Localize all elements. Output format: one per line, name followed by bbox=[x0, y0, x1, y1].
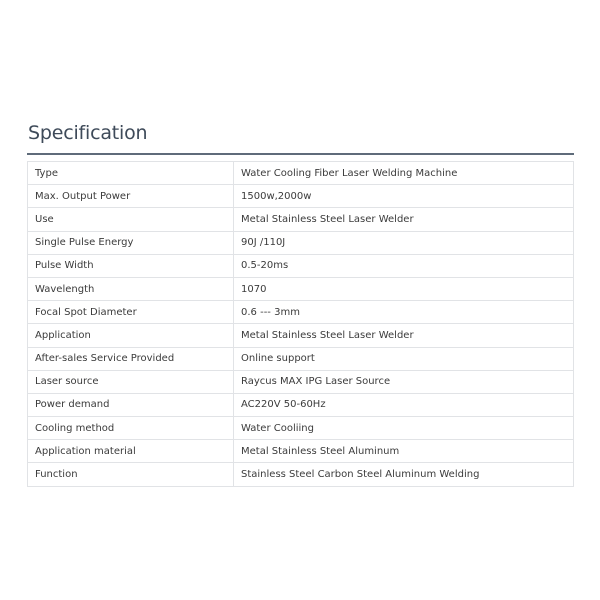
spec-value: Raycus MAX IPG Laser Source bbox=[234, 370, 574, 393]
specification-table bbox=[27, 161, 574, 487]
table-row bbox=[28, 208, 574, 231]
section-title: Specification bbox=[28, 122, 148, 144]
spec-value: Metal Stainless Steel Aluminum bbox=[234, 440, 574, 463]
spec-label: Max. Output Power bbox=[28, 185, 234, 208]
table-row bbox=[28, 393, 574, 416]
spec-label: Pulse Width bbox=[28, 254, 234, 277]
table-row bbox=[28, 254, 574, 277]
table-row bbox=[28, 440, 574, 463]
spec-value: Metal Stainless Steel Laser Welder bbox=[234, 324, 574, 347]
spec-value: Water Cooliing bbox=[234, 417, 574, 440]
table-row bbox=[28, 463, 574, 486]
spec-label: Focal Spot Diameter bbox=[28, 301, 234, 324]
table-row bbox=[28, 370, 574, 393]
spec-value: AC220V 50-60Hz bbox=[234, 393, 574, 416]
spec-value: 0.6 --- 3mm bbox=[234, 301, 574, 324]
spec-label: Laser source bbox=[28, 370, 234, 393]
spec-label: Type bbox=[28, 162, 234, 185]
spec-label: After-sales Service Provided bbox=[28, 347, 234, 370]
spec-value: Water Cooling Fiber Laser Welding Machine bbox=[234, 162, 574, 185]
spec-value: Stainless Steel Carbon Steel Aluminum Welding bbox=[234, 463, 574, 486]
spec-value: 1070 bbox=[234, 277, 574, 300]
table-row bbox=[28, 277, 574, 300]
specification-table-body bbox=[28, 162, 574, 487]
spec-value: 1500w,2000w bbox=[234, 185, 574, 208]
specification-section bbox=[27, 120, 574, 487]
table-row bbox=[28, 347, 574, 370]
table-row bbox=[28, 162, 574, 185]
table-row bbox=[28, 231, 574, 254]
spec-label: Single Pulse Energy bbox=[28, 231, 234, 254]
spec-value: 0.5-20ms bbox=[234, 254, 574, 277]
spec-label: Power demand bbox=[28, 393, 234, 416]
table-row bbox=[28, 301, 574, 324]
title-divider bbox=[27, 153, 574, 155]
spec-label: Use bbox=[28, 208, 234, 231]
spec-label: Cooling method bbox=[28, 417, 234, 440]
spec-label: Application bbox=[28, 324, 234, 347]
table-row bbox=[28, 417, 574, 440]
table-row bbox=[28, 324, 574, 347]
table-row bbox=[28, 185, 574, 208]
spec-label: Application material bbox=[28, 440, 234, 463]
spec-label: Function bbox=[28, 463, 234, 486]
spec-value: Metal Stainless Steel Laser Welder bbox=[234, 208, 574, 231]
spec-value: Online support bbox=[234, 347, 574, 370]
spec-label: Wavelength bbox=[28, 277, 234, 300]
spec-value: 90J /110J bbox=[234, 231, 574, 254]
